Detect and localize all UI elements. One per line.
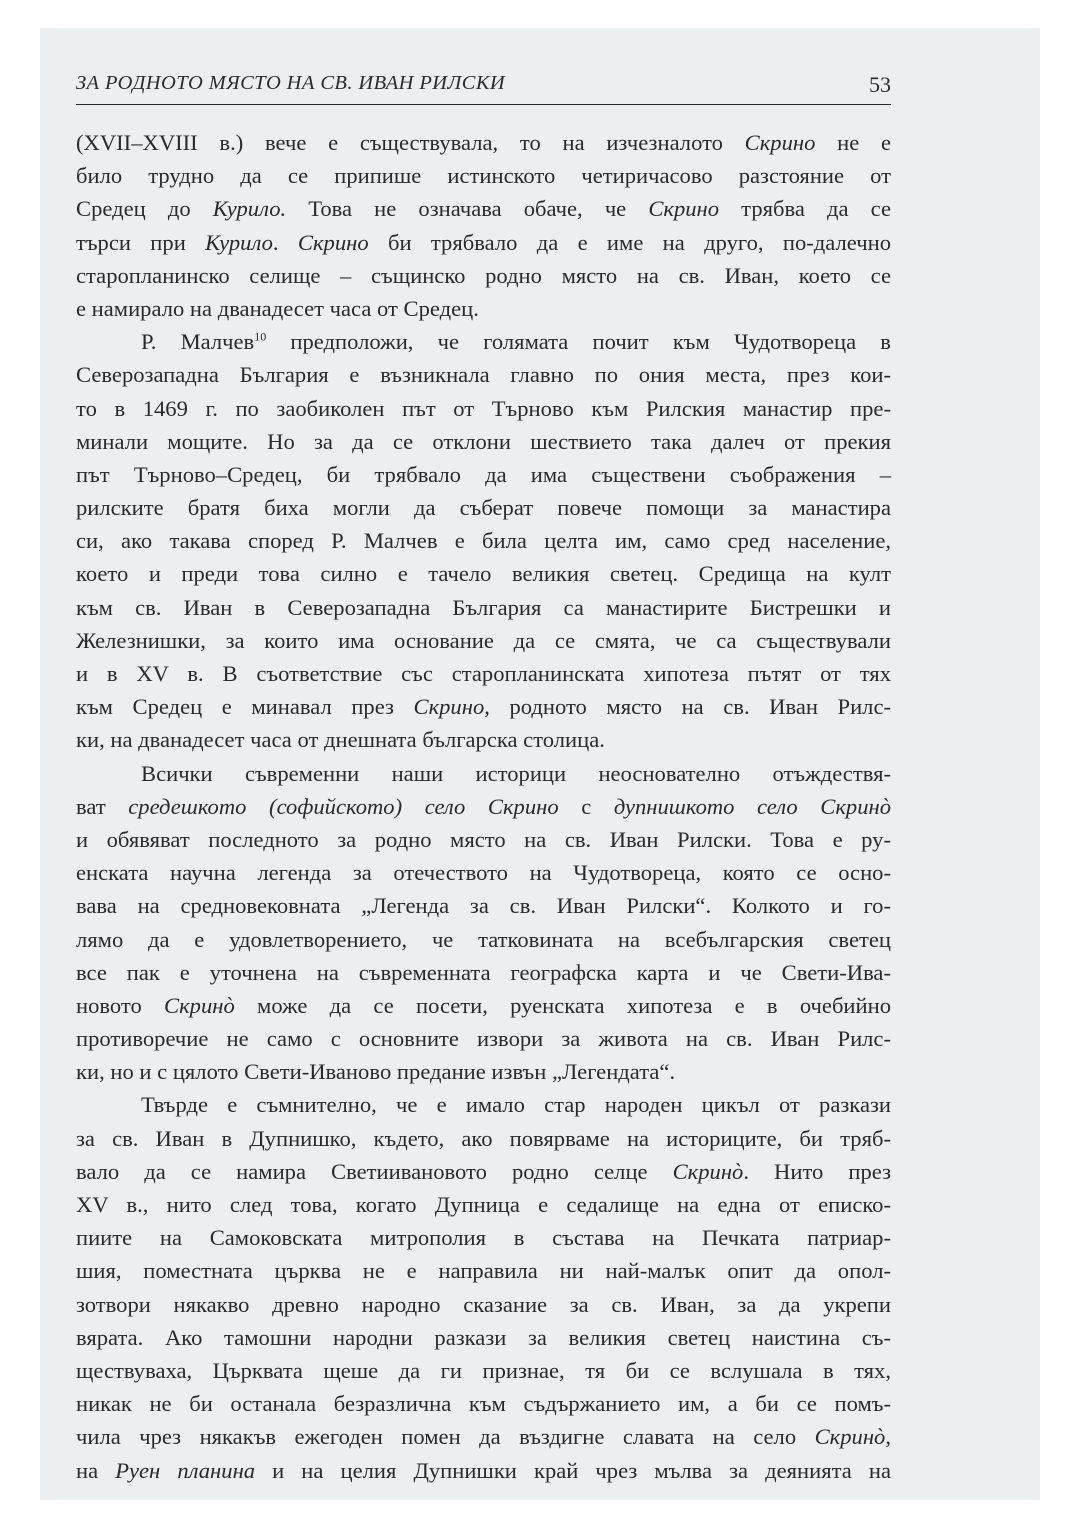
text-line [76, 889, 891, 922]
text-run: новото [76, 992, 165, 1018]
text-run: към св. Иван в Северозападна България са манастирите Бистрешки и [76, 594, 891, 620]
text-run: (XVII–XVIII в.) вече е съществувала, то на изчезналото [76, 130, 745, 155]
text-run: Северозападна България е възникнала главно по ония места, през кои- [76, 362, 891, 388]
text-line [76, 591, 891, 624]
italic-text: Курило. [212, 196, 287, 222]
italic-text: Скринò [672, 1158, 744, 1184]
italic-text: Скрино [648, 196, 720, 222]
text-line [76, 1354, 891, 1387]
footnote-ref: 10 [254, 329, 267, 344]
text-run: все пак е уточнена на съвременната географска карта и че Свети-Ива- [76, 959, 891, 985]
text-line [76, 1387, 891, 1420]
text-line [76, 1288, 891, 1321]
text-line [76, 259, 891, 292]
text-run: вава на средновековната „Легенда за св. Иван Рилски“. Колкото и го- [76, 893, 891, 919]
text-line [76, 723, 891, 756]
text-line [76, 192, 891, 225]
text-line [76, 524, 891, 557]
text-run: било трудно да се припише истинското четиричасово разстояние от [76, 163, 891, 189]
text-run: вало да се намира Светиивановото родно селце [76, 1158, 673, 1184]
text-run: с [558, 793, 614, 819]
text-line [76, 956, 891, 989]
text-line [76, 1454, 891, 1487]
text-line [76, 823, 891, 856]
text-run: ват [76, 793, 129, 819]
italic-text: средешкото (софийското) село Скрино [128, 793, 559, 819]
text-line [76, 1088, 891, 1121]
text-run: Средец до [76, 196, 213, 222]
text-run: . Нито през [743, 1158, 892, 1184]
text-run: Всички съвременни наши историци неоснователно отъждествя- [141, 760, 891, 786]
text-line [76, 856, 891, 889]
text-line [76, 757, 891, 790]
page-number: 53 [869, 72, 891, 97]
text-line [76, 325, 891, 358]
italic-text: Курило [205, 229, 273, 255]
text-line [76, 1155, 891, 1188]
text-line [76, 491, 891, 524]
text-run: и в XV в. В съответствие със старопланинската хипотеза пътят от тях [76, 661, 891, 686]
text-run: си, ако такава според Р. Малчев е била целта им, само сред население, [76, 528, 891, 554]
text-line [76, 1221, 891, 1254]
text-run: Р. Малчев [141, 329, 255, 355]
text-line [76, 292, 891, 325]
running-header [76, 72, 891, 108]
text-line [76, 1122, 891, 1155]
text-line [76, 425, 891, 458]
italic-text: Скрино [744, 130, 816, 155]
italic-text: дупнишкото село Скринò [613, 793, 891, 819]
text-run: към Средец е минавал през [76, 694, 414, 720]
text-run: Твърде е съмнително, че е имало стар народен цикъл от разкази [141, 1092, 891, 1118]
italic-text: Руен планина [115, 1457, 256, 1483]
text-run: и обявяват последното за родно място на св. Иван Рилски. Това е ру- [76, 826, 891, 852]
italic-text: Скрино [413, 694, 485, 720]
text-line [76, 159, 891, 192]
text-line [76, 392, 891, 425]
text-run: е намирало на дванадесет часа от Средец. [76, 295, 479, 321]
text-line [76, 557, 891, 590]
text-run: пиите на Самоковската митрополия в състава на Печката патриар- [76, 1225, 891, 1251]
text-run: за св. Иван в Дупнишко, където, ако повярваме на историците, би тряб- [76, 1125, 891, 1151]
text-run: XV в., нито след това, когато Дупница е седалище на една от еписко- [76, 1192, 891, 1217]
italic-text: Скринò [814, 1424, 886, 1450]
text-run: то в 1469 г. по заобиколен път от Търново към Рилския манастир пре- [76, 395, 891, 421]
text-line [76, 790, 891, 823]
text-run: на [76, 1457, 116, 1483]
text-run: вярата. Ако тамошни народни разкази за великия светец наистина съ- [76, 1324, 891, 1350]
text-line [76, 1254, 891, 1287]
header-rule [76, 104, 891, 105]
text-line [76, 1022, 891, 1055]
text-run: което и преди това силно е тачело великия светец. Средища на култ [76, 561, 891, 587]
text-line [76, 1188, 891, 1221]
text-run: не е [815, 130, 892, 155]
text-run: лямо да е удовлетворението, че татковината на всебългарския светец [76, 926, 891, 952]
text-line [76, 1321, 891, 1354]
text-run: , родното място на св. Иван Рилс- [484, 694, 891, 720]
text-run: ществуваха, Църквата щеше да ги признае, тя би се вслушала в тях, [76, 1357, 891, 1383]
text-run: трябва да се [719, 196, 891, 222]
body-text [76, 126, 891, 1487]
italic-text: Скрино [297, 229, 369, 255]
text-line [76, 923, 891, 956]
text-run: старопланинско селище – същинско родно място на св. Иван, което се [76, 262, 891, 288]
text-run: противоречие не само с основните извори за живота на св. Иван Рилс- [76, 1026, 891, 1052]
italic-text: Скринò [164, 992, 235, 1018]
text-run: . [272, 229, 298, 255]
text-line [76, 989, 891, 1022]
text-run: , [885, 1424, 891, 1450]
text-line [76, 126, 891, 159]
running-title: ЗА РОДНОТО МЯСТО НА СВ. ИВАН РИЛСКИ [76, 72, 506, 94]
text-run: рилските братя биха могли да съберат повече помощи за манастира [76, 495, 891, 521]
text-run: път Търново–Средец, би трябвало да има съществени съображения – [76, 461, 891, 487]
text-run: зотвори някакво древно народно сказание за св. Иван, за да укрепи [76, 1291, 891, 1317]
text-run: би трябвало да е име на друго, по-далечно [368, 229, 892, 255]
text-run: ки, но и с цялото Свети-Ивановo предание извън „Легендата“. [76, 1059, 676, 1085]
text-run: може да се посети, руенската хипотеза е в очебийно [234, 992, 892, 1018]
text-run: предположи, че голямата почит към Чудотвореца в [266, 329, 891, 355]
text-run: търси при [76, 229, 206, 255]
text-run: ки, на дванадесет часа от днешната българска столица. [76, 727, 605, 753]
text-line [76, 1420, 891, 1453]
text-line [76, 690, 891, 723]
text-line [76, 1055, 891, 1088]
text-line [76, 624, 891, 657]
text-run: Това не означава обаче, че [286, 196, 649, 222]
text-run: никак не би останала безразлична към съдържанието им, а би се помъ- [76, 1391, 891, 1417]
text-run: шия, поместната църква не е направила ни най-малък опит да опол- [76, 1258, 891, 1284]
text-line [76, 657, 891, 690]
text-run: и на целия Дупнишки край чрез мълва за деянията на [255, 1457, 891, 1483]
text-run: енската научна легенда за отечеството на Чудотвореца, която се осно- [76, 860, 891, 886]
text-line [76, 226, 891, 259]
text-line [76, 458, 891, 491]
text-run: Железнишки, за които има основание да се смята, че са съществували [76, 627, 891, 653]
text-run: чила чрез някакъв ежегоден помен да въздигне славата на село [76, 1424, 815, 1450]
text-run: минали мощите. Но за да се отклони шествието така далеч от прекия [76, 428, 891, 454]
text-line [76, 358, 891, 391]
